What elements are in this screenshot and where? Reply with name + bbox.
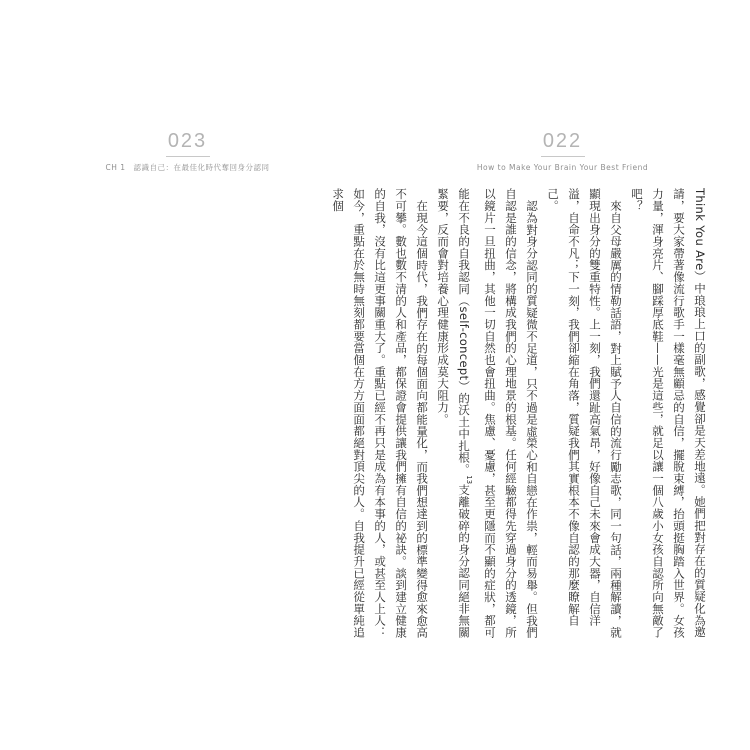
running-head: CH 1 認識自己：在最佳化時代奪回身分認同 <box>105 163 270 172</box>
paragraph-text: 認為對身分認同的質疑微不足道，只不過是虛榮心和自戀在作祟，輕而易舉。但我們自認是誰的信念，將構成我們的心理地景的根基。任何經驗都得先穿過身分的透鏡，所以鏡片一旦扭曲，其他一切自然也會扭曲。焦慮、憂慮，甚至更隱而不顯的症狀，都可能在不良的自我認同（self-concept）的沃土中扎根。 <box>457 188 539 639</box>
page-number: 023 <box>167 130 208 152</box>
paragraph <box>542 188 626 640</box>
footnote-ref: 13 <box>465 475 473 485</box>
paragraph-text: 支離破碎的身分認同絕非無關緊要，反而會對培養心理健康形成莫大阻力。 <box>436 188 472 639</box>
paragraph-text: Think You Are）中琅琅上口的副歌，感覺卻是天差地遠。她們把對存在的質疑化為邀請，要大家帶著像流行歌手一樣毫無顧忌的自信，擺脫束縛，抬頭挺胸踏入世界。女孩力量，渾身亮片、腳踩厚底鞋——光是這些，就足以讓一個八歲小女孩自認所向無敵了吧？ <box>630 188 707 639</box>
paragraph-text: 在現今這個時代，我們存在的每個面向都能量化，而我們想達到的標準變得愈來愈高不可攀。數也數不清的人和產品，都保證會提供讓我們擁有自信的祕訣。談到建立健康的自我，沒有比這更事關重大了。重點已經不再只是成為有本事的人，或甚至人上人：如今，重點在於無時無刻都要當個在方方面面都絕對頂尖的人。自我提升已經從單純追求個 <box>331 188 430 639</box>
paragraph <box>432 188 542 640</box>
page-header <box>375 130 750 173</box>
page-number-rule <box>166 156 210 157</box>
paragraph-text: 來自父母嚴厲的情勒話語，對上賦予人自信的流行勵志歌，同一句話，兩種解讀，就顯現出身分的雙重特性。上一刻，我們還趾高氣昂，好像自己未來會成大器，自信洋溢，自命不凡；下一刻，我們卻縮在角落，質疑我們其實根本不像自認的那麼瞭解自己。 <box>546 188 623 638</box>
body-text <box>327 188 710 640</box>
page-number-rule <box>541 156 585 157</box>
page-number: 022 <box>542 130 583 152</box>
paragraph <box>626 188 710 640</box>
page-header <box>0 130 375 173</box>
running-head: How to Make Your Brain Your Best Friend <box>476 163 649 172</box>
page-022 <box>331 0 750 750</box>
